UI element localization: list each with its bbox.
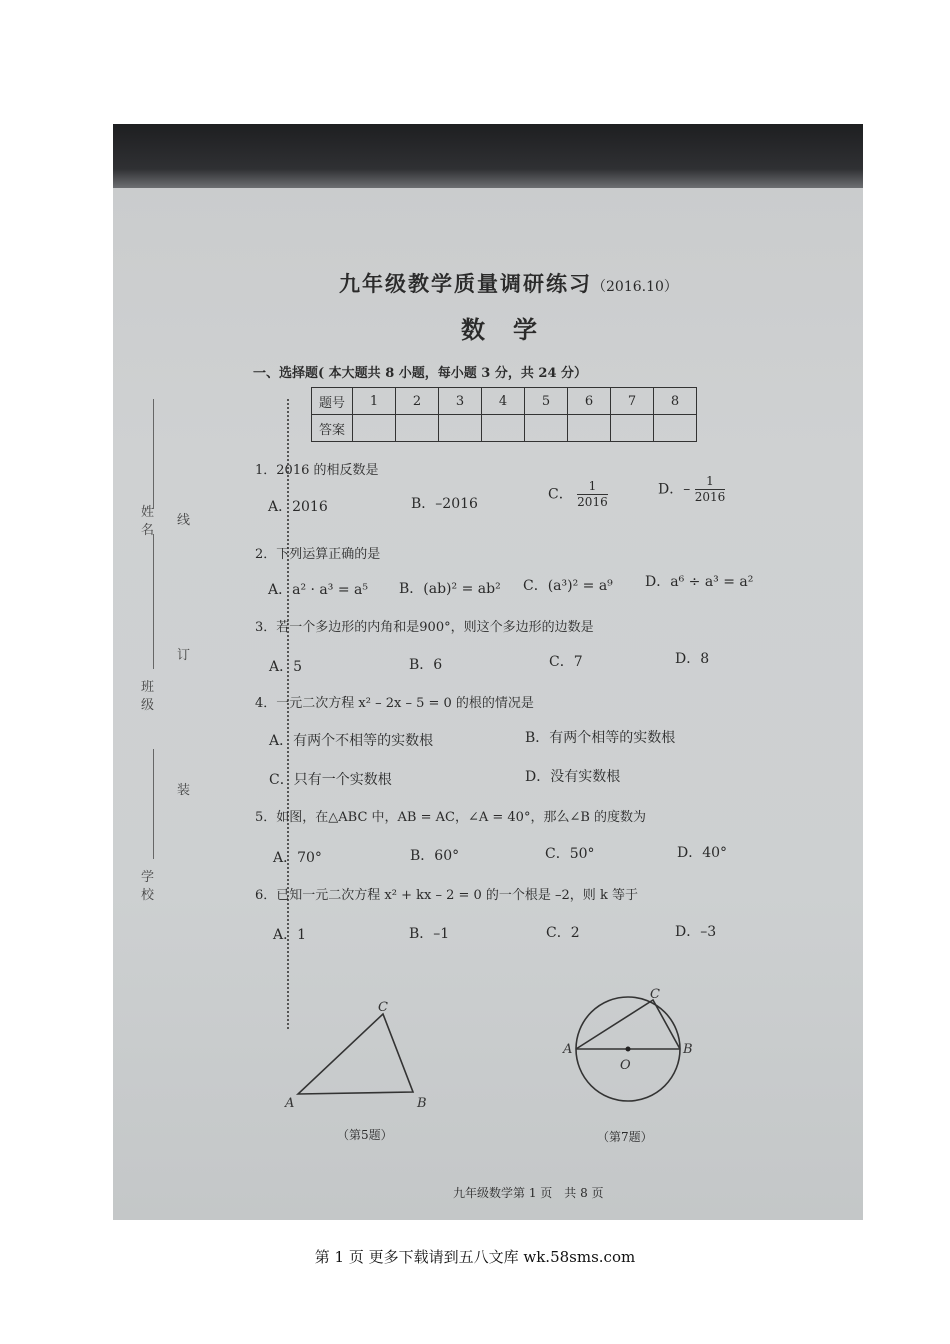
q1-option-d: D．– $\frac{1}{2016}$: [658, 474, 726, 504]
q6-option-a: A．1: [273, 927, 307, 943]
triangle-abc: [298, 1014, 413, 1094]
label-o: O: [620, 1058, 631, 1073]
figure-5-triangle: [284, 1000, 427, 1111]
q6-option-c: C．2: [546, 925, 580, 941]
q3-option-a: A．5: [269, 659, 303, 675]
q3-option-d: D．8: [675, 651, 710, 667]
sidebar-line-mark: 线: [177, 513, 191, 528]
download-notice: 第 1 页 更多下载请到五八文库 wk.58sms.com: [314, 1248, 636, 1266]
q4-option-c: C．只有一个实数根: [269, 772, 392, 788]
table-cell: 8: [654, 388, 697, 415]
table-cell: 6: [568, 388, 611, 415]
page-footer: 九年级数学第 1 页 共 8 页: [453, 1186, 604, 1200]
sidebar-school-label: 学校: [141, 870, 155, 903]
sidebar-class-label: 班级: [141, 680, 155, 713]
q4-option-a: A．有两个不相等的实数根: [269, 733, 434, 749]
q1-option-a: A．2016: [268, 499, 328, 515]
q5-option-a: A．70°: [273, 850, 322, 866]
sidebar-name-label: 姓名: [141, 505, 155, 538]
q4-option-d: D．没有实数根: [525, 769, 621, 785]
fraction: $\frac{1}{2016}$: [577, 479, 608, 509]
question-2: 2．下列运算正确的是: [255, 547, 381, 562]
table-cell: 5: [525, 388, 568, 415]
q2-option-b: B．(ab)² = ab²: [399, 581, 501, 597]
q2-option-c: C．(a³)² = a⁹: [523, 578, 613, 594]
table-cell: 3: [439, 388, 482, 415]
question-1: 1．2016 的相反数是: [255, 463, 379, 478]
table-cell: 1: [353, 388, 396, 415]
table-header-cell: 答案: [312, 415, 353, 442]
center-point: [626, 1047, 631, 1052]
figures: [113, 124, 863, 1220]
chords-ac-cb: [576, 1000, 680, 1049]
q6-option-d: D．–3: [675, 924, 717, 940]
question-6: 6．已知一元二次方程 x² + kx – 2 = 0 的一个根是 –2，则 k 等于: [255, 888, 638, 903]
sidebar-ding-mark: 订: [177, 648, 191, 663]
section-heading: 一、选择题( 本大题共 8 小题，每小题 3 分，共 24 分）: [253, 366, 588, 381]
q3-option-c: C．7: [549, 654, 583, 670]
q1-option-c: C． $\frac{1}{2016}$: [548, 479, 608, 509]
question-4: 4．一元二次方程 x² – 2x – 5 = 0 的根的情况是: [255, 696, 534, 711]
q5-option-c: C．50°: [545, 846, 595, 862]
label-b: B: [417, 1096, 427, 1111]
q4-option-b: B．有两个相等的实数根: [525, 730, 676, 746]
table-header-cell: 题号: [312, 388, 353, 415]
q5-option-b: B．60°: [410, 848, 460, 864]
label-a: A: [285, 1096, 295, 1111]
figure-5-caption: （第5题）: [337, 1128, 393, 1142]
table-cell: 2: [396, 388, 439, 415]
q2-option-d: D．a⁶ ÷ a³ = a²: [645, 574, 754, 590]
exam-date: （2016.10）: [592, 279, 678, 295]
fraction: $\frac{1}{2016}$: [694, 474, 726, 504]
figure-7-circle: [562, 987, 693, 1101]
q6-option-b: B．–1: [409, 926, 450, 942]
exam-photo: [113, 124, 863, 1220]
question-3: 3．若一个多边形的内角和是900°，则这个多边形的边数是: [255, 620, 594, 635]
label-b: B: [683, 1042, 693, 1057]
label-c: C: [650, 987, 660, 1002]
table-cell: 4: [482, 388, 525, 415]
subject-title: 数学: [461, 315, 565, 344]
q1-option-b: B．–2016: [411, 496, 478, 512]
q5-option-d: D．40°: [677, 845, 728, 861]
label-c: C: [378, 1000, 388, 1015]
sidebar-zhuang-mark: 装: [177, 783, 191, 798]
exam-title: 九年级教学质量调研练习（2016.10）: [339, 271, 678, 296]
q3-option-b: B．6: [409, 657, 443, 673]
label-a: A: [563, 1042, 573, 1057]
question-5: 5．如图，在△ABC 中，AB = AC，∠A = 40°，那么∠B 的度数为: [255, 810, 647, 825]
q2-option-a: A．a² · a³ = a⁵: [268, 582, 368, 598]
figure-7-caption: （第7题）: [597, 1130, 653, 1144]
table-cell: 7: [611, 388, 654, 415]
